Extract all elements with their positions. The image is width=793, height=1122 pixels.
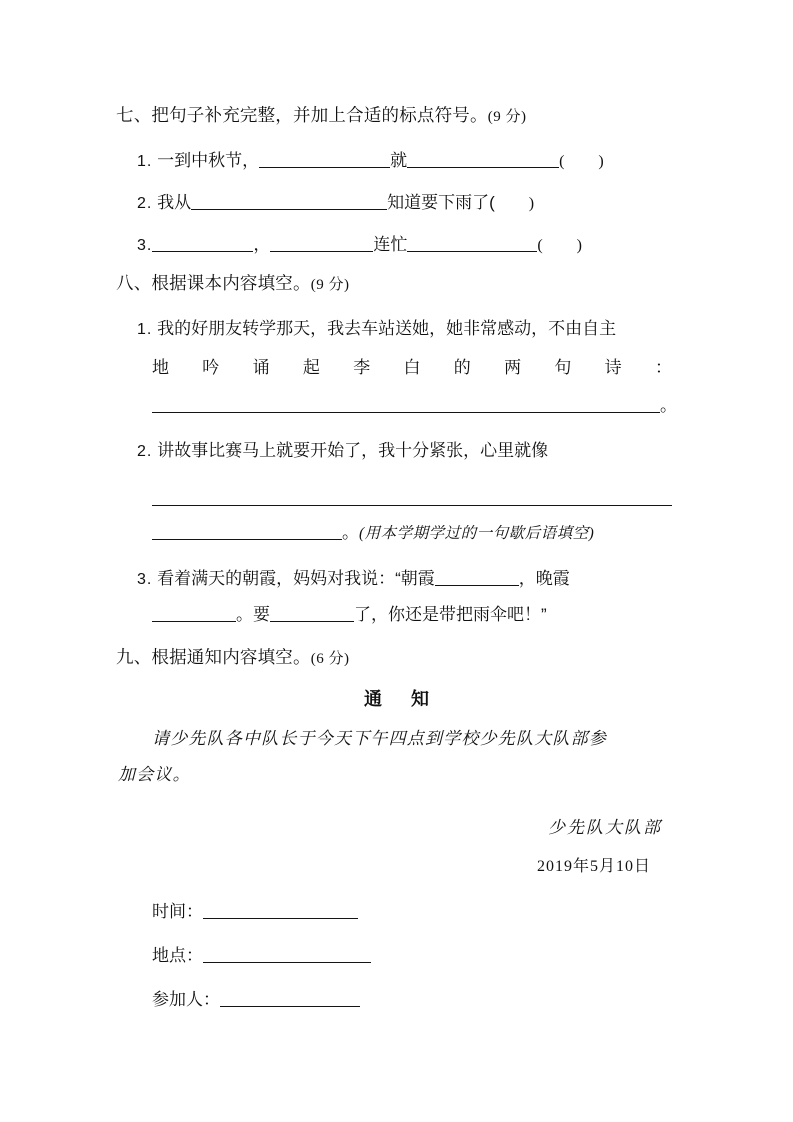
field-place	[152, 945, 371, 967]
field-label-participants: 参加人：	[152, 990, 220, 1009]
answer-blank-time[interactable]	[203, 903, 358, 919]
char-8-1-7: 两	[504, 358, 522, 377]
field-label-place: 地点：	[152, 946, 203, 965]
char-8-1-6: 的	[453, 358, 471, 377]
question-7-2	[137, 192, 534, 215]
answer-blank-8-2-b[interactable]	[152, 524, 342, 540]
punctuation-paren-close-7-2: )	[528, 195, 535, 212]
answer-blank-8-2-a[interactable]	[152, 490, 672, 506]
punctuation-paren-close-7-1: )	[598, 153, 604, 170]
answer-blank-7-1-b[interactable]	[407, 152, 559, 168]
question-text-7-1-a: 一到中秋节，	[157, 151, 260, 170]
section-title-7: 把句子补充完整，并加上合适的标点符号。	[151, 105, 488, 125]
section-title-8: 根据课本内容填空。	[151, 273, 311, 293]
question-8-3	[137, 568, 570, 591]
char-8-1-4: 李	[353, 358, 371, 377]
section-score-9: (6 分)	[310, 651, 350, 667]
answer-blank-8-3-b[interactable]	[152, 606, 236, 622]
question-text-8-3-b: ，晚霞	[518, 569, 570, 588]
char-8-1-8: 句	[554, 358, 572, 377]
section-number-8: 八、	[116, 273, 152, 293]
question-text-7-2-b: 知道要下雨了(	[387, 193, 495, 212]
question-text-7-3-a: ，	[253, 235, 271, 254]
answer-blank-8-3-c[interactable]	[270, 606, 354, 622]
notice-signature: 少先队大队部	[548, 818, 662, 837]
section-heading-9	[116, 646, 349, 670]
char-8-1-3: 起	[302, 358, 320, 377]
char-8-1-5: 白	[403, 358, 421, 377]
question-8-3-line2	[152, 604, 547, 626]
question-number-7-3: 3.	[137, 237, 153, 254]
answer-blank-7-3-b[interactable]	[270, 236, 373, 252]
char-8-1-9: 诗	[604, 358, 622, 377]
char-8-1-1: 吟	[202, 358, 220, 377]
question-number-7-2: 2.	[137, 195, 153, 212]
question-text-8-3-c: 。要	[236, 605, 270, 624]
punctuation-paren-close-7-3: )	[576, 237, 582, 254]
question-number-8-2: 2.	[137, 443, 153, 460]
question-text-7-3-b: 连忙	[373, 235, 408, 254]
answer-blank-7-1-a[interactable]	[259, 152, 390, 168]
question-7-1	[137, 150, 604, 173]
notice-body-line-2: 加会议。	[118, 765, 191, 784]
section-title-9: 根据通知内容填空。	[151, 647, 311, 667]
question-text-8-3-d: 了，你还是带把雨伞吧！”	[354, 605, 547, 624]
question-8-2-answer-line-2	[152, 522, 594, 545]
char-8-1-10: ：	[654, 358, 672, 377]
section-score-8: (9 分)	[310, 277, 350, 293]
question-text-7-2-a: 我从	[157, 193, 192, 212]
char-8-1-2: 诵	[252, 358, 270, 377]
question-8-1-line2	[152, 357, 672, 379]
section-number-9: 九、	[116, 647, 152, 667]
notice-date: 2019年5月10日	[537, 858, 652, 875]
punctuation-paren-open-7-1: (	[559, 153, 565, 170]
question-8-2-answer-line-1	[152, 488, 672, 510]
field-label-time: 时间：	[152, 902, 203, 921]
answer-blank-7-3-a[interactable]	[152, 236, 253, 252]
field-time	[152, 901, 358, 923]
period-8-1: 。	[660, 396, 677, 415]
field-participants	[152, 989, 360, 1011]
answer-blank-place[interactable]	[203, 947, 371, 963]
notice-body-line-1: 请少先队各中队长于今天下午四点到学校少先队大队部参	[152, 729, 607, 748]
section-score-7: (9 分)	[487, 109, 527, 125]
notice-title: 通 知	[363, 689, 441, 709]
question-text-7-1-b: 就	[390, 151, 408, 170]
section-number-7: 七、	[116, 105, 152, 125]
question-text-8-2-line1: 讲故事比赛马上就要开始了，我十分紧张，心里就像	[157, 441, 549, 460]
question-8-2	[137, 440, 548, 463]
question-text-8-1-line1: 我的好朋友转学那天，我去车站送她，她非常感动，不由自主	[157, 319, 617, 338]
section-heading-7	[116, 104, 526, 128]
question-hint-8-2: (用本学期学过的一句歇后语填空)	[359, 525, 595, 542]
question-number-8-1: 1.	[137, 321, 153, 338]
answer-blank-participants[interactable]	[220, 991, 360, 1007]
section-heading-8	[116, 272, 349, 296]
question-text-8-3-a: 看着满天的朝霞，妈妈对我说：“朝霞	[157, 569, 435, 588]
question-7-3	[137, 234, 582, 257]
question-8-1-answer-line	[152, 395, 677, 417]
question-number-8-3: 3.	[137, 571, 153, 588]
answer-blank-8-3-a[interactable]	[435, 570, 519, 586]
punctuation-paren-open-7-3: (	[537, 237, 543, 254]
period-8-2: 。	[342, 523, 359, 542]
char-8-1-0: 地	[152, 358, 169, 377]
question-8-1	[137, 318, 616, 341]
answer-blank-8-1[interactable]	[152, 397, 660, 413]
answer-blank-7-3-c[interactable]	[407, 236, 537, 252]
question-number-7-1: 1.	[137, 153, 153, 170]
answer-blank-7-2-a[interactable]	[191, 194, 387, 210]
